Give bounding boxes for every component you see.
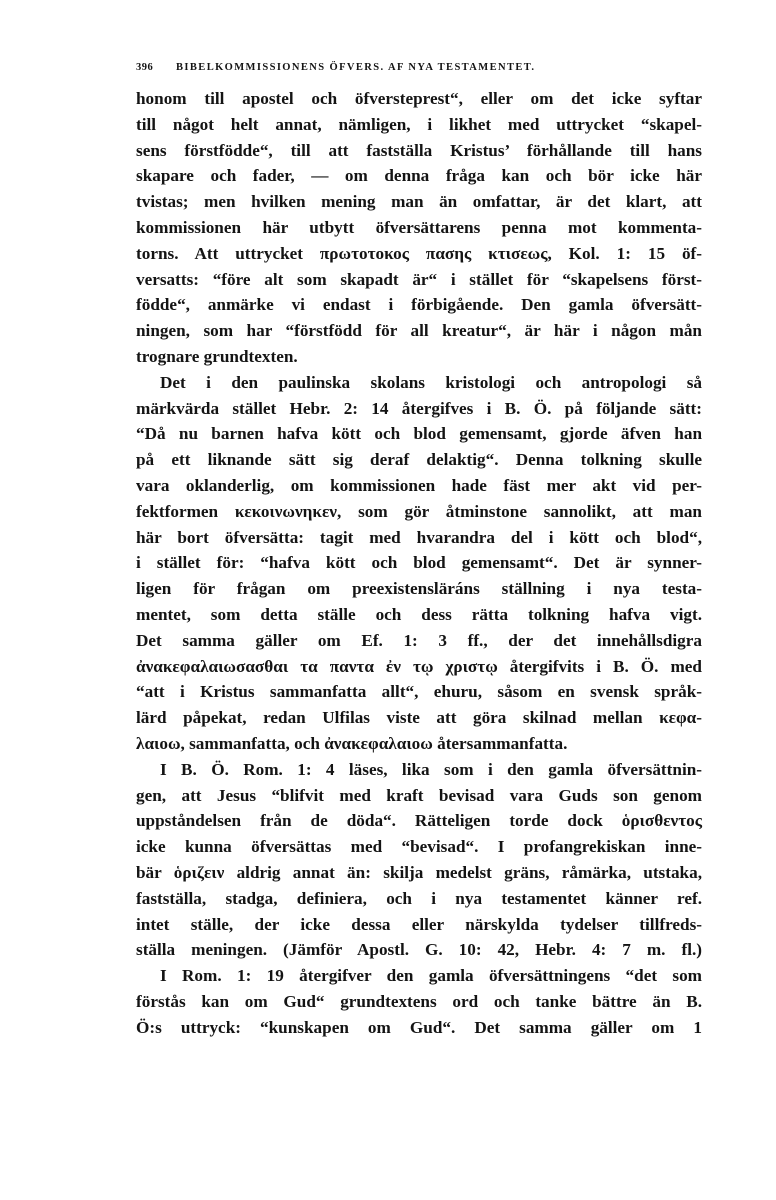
text-line: i stället för: “hafva kött och blod gemensamt“. Det är synner-: [136, 553, 702, 573]
text-line: märkvärda stället Hebr. 2: 14 återgifves i B. Ö. på följande sätt:: [136, 398, 702, 418]
book-page: [136, 62, 702, 1040]
text-line: vara oklanderlig, om kommissionen hade fäst mer akt vid per-: [136, 475, 702, 495]
text-line: I B. Ö. Rom. 1: 4 läses, lika som i den gamla öfversättnin-: [160, 759, 702, 779]
text-line: födde“, anmärke vi endast i förbigående. Den gamla öfversätt-: [136, 295, 702, 315]
text-line: Det samma gäller om Ef. 1: 3 ff., der det innehållsdigra: [136, 630, 702, 650]
body-text: [136, 86, 702, 1040]
paragraph-1: [136, 86, 702, 370]
text-line: Ö:s uttryck: “kunskapen om Gud“. Det samma gäller om 1: [136, 1017, 702, 1037]
running-title: BIBELKOMMISSIONENS ÖFVERS. AF NYA TESTAMENTET.: [176, 62, 536, 73]
paragraph-3: [136, 757, 702, 963]
text-line: kommissionen här utbytt öfversättarens penna mot kommenta-: [136, 217, 702, 237]
text-line: icke kunna öfversättas med “bevisad“. I profangrekiskan inne-: [136, 837, 702, 857]
text-line: trognare grundtexten.: [136, 346, 298, 366]
text-line: skapare och fader, — om denna fråga kan och bör icke här: [136, 166, 702, 186]
text-line: på ett liknande sätt sig deraf delaktig“. Denna tolkning skulle: [136, 450, 702, 470]
text-line: “att i Kristus sammanfatta allt“, ehuru, såsom en svensk språk-: [136, 682, 702, 702]
text-line: Det i den paulinska skolans kristologi och antropologi så: [160, 372, 702, 392]
text-line: “Då nu barnen hafva kött och blod gemensamt, gjorde äfven han: [136, 424, 702, 444]
text-line: ligen för frågan om preexistensläráns ställning i nya testa-: [136, 579, 702, 599]
text-line: uppståndelsen från de döda“. Rätteligen torde dock ὁρισθεντος: [136, 811, 702, 831]
text-line: versatts: “före alt som skapadt är“ i stället för “skapelsens först-: [136, 269, 702, 289]
text-line: torns. Att uttrycket πρωτοτοκος πασης κτισεως, Kol. 1: 15 öf-: [136, 243, 702, 263]
text-line: I Rom. 1: 19 återgifver den gamla öfversättningens “det som: [160, 966, 702, 986]
text-line: λαιοω, sammanfatta, och ἀνακεφαλαιοω återsammanfatta.: [136, 733, 568, 753]
text-line: tvistas; men hvilken mening man än omfattar, är det klart, att: [136, 192, 702, 212]
text-line: intet ställe, der icke dessa eller närskylda tydelser tillfreds-: [136, 914, 702, 934]
text-line: honom till apostel och öfversteprest“, eller om det icke syftar: [136, 89, 702, 108]
text-line: lärd påpekat, redan Ulfilas viste att göra skilnad mellan κεφα-: [136, 708, 702, 728]
text-line: ställa meningen. (Jämför Apostl. G. 10: 42, Hebr. 4: 7 m. fl.): [136, 940, 702, 960]
running-header: [136, 62, 702, 86]
paragraph-4: [136, 963, 702, 1040]
text-line: bär ὁριζειν aldrig annat än: skilja medelst gräns, råmärka, utstaka,: [136, 862, 702, 882]
paragraph-2: [136, 370, 702, 757]
page-number: 396: [136, 62, 154, 73]
text-line: här bort öfversätta: tagit med hvarandra del i kött och blod“,: [136, 527, 702, 547]
text-line: gen, att Jesus “blifvit med kraft bevisad vara Guds son genom: [136, 785, 702, 805]
text-line: sens förstfödde“, till att fastställa Kristus’ förhållande till hans: [136, 140, 702, 160]
text-line: till något helt annat, nämligen, i likhet med uttrycket “skapel-: [136, 114, 702, 134]
text-line: fastställa, stadga, definiera, och i nya testamentet känner ref.: [136, 888, 702, 908]
text-line: ningen, som har “förstfödd för all kreatur“, är här i någon mån: [136, 321, 702, 341]
text-line: förstås kan om Gud“ grundtextens ord och tanke bättre än B.: [136, 991, 702, 1011]
text-line: fektformen κεκοινωνηκεν, som gör åtminstone sannolikt, att man: [136, 501, 702, 521]
text-line: ἀνακεφαλαιωσασθαι τα παντα ἐν τῳ χριστῳ återgifvits i B. Ö. med: [136, 656, 702, 676]
text-line: mentet, som detta ställe och dess rätta tolkning hafva vigt.: [136, 604, 702, 624]
